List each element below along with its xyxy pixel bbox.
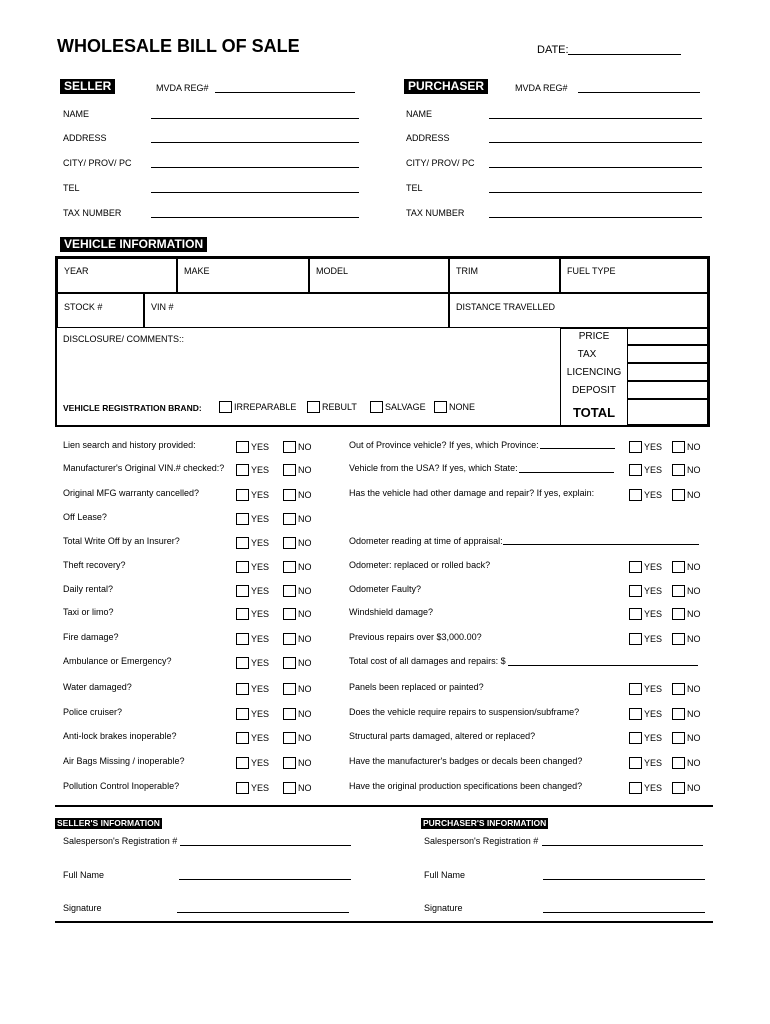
q-left-8-yes-label: YES (251, 634, 270, 644)
purchaser-salesperson-label: Salesperson's Registration # (424, 836, 539, 846)
state-field[interactable] (519, 472, 614, 473)
purchaser-mvda-label: MVDA REG# (515, 83, 568, 93)
q-left-12-yes[interactable] (236, 732, 269, 744)
checkbox[interactable] (629, 683, 642, 695)
q-left-4-no[interactable] (283, 537, 312, 549)
make-cell[interactable] (177, 258, 309, 293)
licencing-field[interactable] (627, 363, 708, 381)
question-right-8: Previous repairs over $3,000.00? (349, 632, 482, 642)
purchaser-tax-label: TAX NUMBER (406, 208, 465, 218)
purchaser-fullname-field[interactable] (543, 879, 705, 880)
seller-name-field[interactable] (151, 118, 359, 119)
q-right-2-yes-label: YES (644, 490, 663, 500)
q-left-11-yes-label: YES (251, 709, 270, 719)
q-right-7-yes[interactable] (629, 608, 662, 620)
question-right-12: Structural parts damaged, altered or replaced? (349, 731, 536, 741)
seller-heading: SELLER (60, 79, 115, 94)
q-left-10-yes-label: YES (251, 684, 270, 694)
checkbox[interactable] (283, 757, 296, 769)
q-left-12-no[interactable] (283, 732, 312, 744)
seller-city-field[interactable] (151, 167, 359, 168)
question-left-0: Lien search and history provided: (63, 440, 196, 450)
question-right-1: Vehicle from the USA? If yes, which State: (349, 463, 518, 473)
q-right-11-no[interactable] (672, 708, 701, 720)
q-right-0-no[interactable] (672, 441, 701, 453)
checkbox[interactable] (236, 657, 249, 669)
checkbox[interactable] (283, 732, 296, 744)
q-right-7-no-label: NO (687, 609, 701, 619)
q-left-6-no-label: NO (298, 586, 312, 596)
purchaser-name-field[interactable] (489, 118, 702, 119)
question-right-2: Has the vehicle had other damage and repair? If yes, explain: (349, 488, 595, 498)
q-right-12-no-label: NO (687, 733, 701, 743)
checkbox[interactable] (236, 757, 249, 769)
purchaser-name-label: NAME (406, 109, 433, 119)
q-left-0-no[interactable] (283, 441, 312, 453)
brand-irreparable-label: IRREPARABLE (234, 402, 297, 412)
deposit-field[interactable] (627, 381, 708, 399)
q-right-1-no-label: NO (687, 465, 701, 475)
q-right-2-no-label: NO (687, 490, 701, 500)
brand-label: VEHICLE REGISTRATION BRAND: (63, 403, 202, 413)
checkbox[interactable] (236, 513, 249, 525)
distance-cell[interactable] (449, 293, 708, 328)
checkbox[interactable] (236, 561, 249, 573)
q-right-8-no-label: NO (687, 634, 701, 644)
trim-label: TRIM (456, 266, 478, 276)
q-right-14-no[interactable] (672, 782, 701, 794)
q-left-5-yes[interactable] (236, 561, 269, 573)
q-right-7-no[interactable] (672, 608, 701, 620)
q-right-7-yes-label: YES (644, 609, 663, 619)
checkbox[interactable] (283, 489, 296, 501)
q-left-5-yes-label: YES (251, 562, 270, 572)
purchaser-tel-field[interactable] (489, 192, 702, 193)
q-right-6-no[interactable] (672, 585, 701, 597)
q-right-10-yes[interactable] (629, 683, 662, 695)
q-left-3-no[interactable] (283, 513, 312, 525)
question-left-6: Daily rental? (63, 584, 114, 594)
question-right-11: Does the vehicle require repairs to suspension/subframe? (349, 707, 580, 717)
q-left-9-yes-label: YES (251, 658, 270, 668)
distance-label: DISTANCE TRAVELLED (456, 302, 556, 312)
tax-field[interactable] (627, 345, 708, 363)
purchaser-signature-field[interactable] (543, 912, 705, 913)
section-divider (55, 805, 713, 807)
q-right-14-yes-label: YES (644, 783, 663, 793)
checkbox[interactable] (283, 608, 296, 620)
question-left-11: Police cruiser? (63, 707, 123, 717)
price-label: PRICE (578, 331, 610, 342)
licencing-label: LICENCING (566, 367, 622, 378)
q-right-10-no[interactable] (672, 683, 701, 695)
q-right-10-no-label: NO (687, 684, 701, 694)
q-left-2-no[interactable] (283, 489, 312, 501)
q-left-12-yes-label: YES (251, 733, 270, 743)
q-right-1-no[interactable] (672, 464, 701, 476)
checkbox[interactable] (283, 782, 296, 794)
checkbox[interactable] (672, 633, 685, 645)
checkbox[interactable] (629, 633, 642, 645)
q-right-12-yes[interactable] (629, 732, 662, 744)
checkbox[interactable] (283, 441, 296, 453)
make-label: MAKE (184, 266, 210, 276)
odometer-reading-field[interactable] (503, 544, 699, 545)
seller-address-field[interactable] (151, 142, 359, 143)
q-left-5-no[interactable] (283, 561, 312, 573)
q-right-0-yes[interactable] (629, 441, 662, 453)
checkbox[interactable] (236, 633, 249, 645)
q-right-6-yes[interactable] (629, 585, 662, 597)
q-left-0-yes[interactable] (236, 441, 269, 453)
year-cell[interactable] (57, 258, 177, 293)
page-title: WHOLESALE BILL OF SALE (57, 36, 300, 56)
price-box-top-border (560, 328, 627, 329)
question-left-8: Fire damage? (63, 632, 119, 642)
fuel-type-cell[interactable] (560, 258, 708, 293)
q-left-7-no[interactable] (283, 608, 312, 620)
q-left-11-yes[interactable] (236, 708, 269, 720)
q-right-5-yes[interactable] (629, 561, 662, 573)
seller-tax-label: TAX NUMBER (63, 208, 122, 218)
question-left-5: Theft recovery? (63, 560, 126, 570)
vin-label: VIN # (151, 302, 174, 312)
checkbox[interactable] (236, 683, 249, 695)
question-right-10: Panels been replaced or painted? (349, 682, 484, 692)
q-right-11-yes[interactable] (629, 708, 662, 720)
q-left-3-yes[interactable] (236, 513, 269, 525)
q-left-4-yes[interactable] (236, 537, 269, 549)
checkbox[interactable] (236, 585, 249, 597)
q-left-13-yes[interactable] (236, 757, 269, 769)
checkbox[interactable] (672, 489, 685, 501)
q-left-1-no-label: NO (298, 465, 312, 475)
q-left-3-yes-label: YES (251, 514, 270, 524)
question-left-12: Anti-lock brakes inoperable? (63, 731, 177, 741)
q-left-2-yes-label: YES (251, 490, 270, 500)
q-right-11-yes-label: YES (644, 709, 663, 719)
question-left-7: Taxi or limo? (63, 607, 114, 617)
checkbox[interactable] (283, 585, 296, 597)
checkbox[interactable] (236, 732, 249, 744)
purchaser-city-label: CITY/ PROV/ PC (406, 158, 475, 168)
q-right-1-yes[interactable] (629, 464, 662, 476)
q-right-2-no[interactable] (672, 489, 701, 501)
checkbox[interactable] (236, 782, 249, 794)
question-right-9: Total cost of all damages and repairs: $ (349, 656, 506, 666)
q-left-10-no-label: NO (298, 684, 312, 694)
question-left-4: Total Write Off by an Insurer? (63, 536, 180, 546)
stock-cell[interactable] (57, 293, 144, 328)
q-right-6-yes-label: YES (644, 586, 663, 596)
checkbox[interactable] (434, 401, 447, 413)
vin-cell[interactable] (144, 293, 449, 328)
checkbox[interactable] (283, 683, 296, 695)
seller-info-heading: SELLER'S INFORMATION (57, 818, 160, 828)
total-field[interactable] (627, 399, 708, 425)
checkbox[interactable] (629, 585, 642, 597)
q-left-13-no-label: NO (298, 758, 312, 768)
question-left-10: Water damaged? (63, 682, 132, 692)
q-left-6-no[interactable] (283, 585, 312, 597)
seller-mvda-label: MVDA REG# (156, 83, 209, 93)
checkbox[interactable] (629, 732, 642, 744)
q-left-2-no-label: NO (298, 490, 312, 500)
checkbox[interactable] (672, 683, 685, 695)
question-left-3: Off Lease? (63, 512, 107, 522)
q-left-5-no-label: NO (298, 562, 312, 572)
question-right-5: Odometer: replaced or rolled back? (349, 560, 491, 570)
date-label: DATE: (537, 44, 569, 56)
purchaser-signature-label: Signature (424, 903, 463, 913)
seller-fullname-label: Full Name (63, 870, 105, 880)
seller-salesperson-label: Salesperson's Registration # (63, 836, 178, 846)
checkbox[interactable] (629, 608, 642, 620)
q-right-13-no[interactable] (672, 757, 701, 769)
q-right-13-yes[interactable] (629, 757, 662, 769)
checkbox[interactable] (629, 489, 642, 501)
q-right-5-no[interactable] (672, 561, 701, 573)
purchaser-salesperson-field[interactable] (542, 845, 703, 846)
checkbox[interactable] (629, 441, 642, 453)
checkbox[interactable] (219, 401, 232, 413)
question-left-14: Pollution Control Inoperable? (63, 781, 180, 791)
disclosure-field[interactable] (60, 346, 555, 394)
seller-tel-field[interactable] (151, 192, 359, 193)
brand-salvage-label: SALVAGE (385, 402, 426, 412)
brand-none[interactable] (434, 401, 475, 413)
brand-rebult[interactable] (307, 401, 357, 413)
question-right-7: Windshield damage? (349, 607, 434, 617)
question-right-0: Out of Province vehicle? If yes, which Province: (349, 440, 539, 450)
checkbox[interactable] (307, 401, 320, 413)
brand-rebult-label: REBULT (322, 402, 357, 412)
checkbox[interactable] (236, 489, 249, 501)
question-right-14: Have the original production specifications been changed? (349, 781, 583, 791)
checkbox[interactable] (672, 464, 685, 476)
checkbox[interactable] (672, 782, 685, 794)
trim-cell[interactable] (449, 258, 560, 293)
total-label: TOTAL (572, 405, 616, 420)
checkbox[interactable] (672, 561, 685, 573)
q-right-6-no-label: NO (687, 586, 701, 596)
price-field[interactable] (627, 328, 708, 345)
seller-mvda-field[interactable] (215, 92, 355, 93)
disclosure-label: DISCLOSURE/ COMMENTS:: (63, 334, 185, 344)
seller-signature-field[interactable] (177, 912, 349, 913)
checkbox[interactable] (283, 561, 296, 573)
checkbox[interactable] (672, 732, 685, 744)
checkbox[interactable] (672, 708, 685, 720)
q-right-8-yes-label: YES (644, 634, 663, 644)
tax-label: TAX (577, 349, 597, 360)
q-right-13-no-label: NO (687, 758, 701, 768)
model-cell[interactable] (309, 258, 449, 293)
question-left-9: Ambulance or Emergency? (63, 656, 172, 666)
footer-divider (55, 921, 713, 923)
q-left-4-yes-label: YES (251, 538, 270, 548)
q-right-1-yes-label: YES (644, 465, 663, 475)
seller-fullname-field[interactable] (179, 879, 351, 880)
q-left-9-no[interactable] (283, 657, 312, 669)
checkbox[interactable] (672, 585, 685, 597)
checkbox[interactable] (672, 757, 685, 769)
q-left-7-yes[interactable] (236, 608, 269, 620)
question-left-13: Air Bags Missing / inoperable? (63, 756, 185, 766)
checkbox[interactable] (236, 608, 249, 620)
seller-tel-label: TEL (63, 183, 80, 193)
purchaser-info-heading: PURCHASER'S INFORMATION (423, 818, 547, 828)
checkbox[interactable] (236, 464, 249, 476)
q-left-8-no-label: NO (298, 634, 312, 644)
q-left-0-yes-label: YES (251, 442, 270, 452)
q-left-4-no-label: NO (298, 538, 312, 548)
q-left-13-yes-label: YES (251, 758, 270, 768)
checkbox[interactable] (236, 441, 249, 453)
question-right-13: Have the manufacturer's badges or decals been changed? (349, 756, 583, 766)
checkbox[interactable] (283, 708, 296, 720)
q-left-8-no[interactable] (283, 633, 312, 645)
q-right-0-no-label: NO (687, 442, 701, 452)
q-right-8-yes[interactable] (629, 633, 662, 645)
purchaser-tax-field[interactable] (489, 217, 702, 218)
q-left-2-yes[interactable] (236, 489, 269, 501)
checkbox[interactable] (629, 708, 642, 720)
seller-name-label: NAME (63, 109, 90, 119)
q-right-14-no-label: NO (687, 783, 701, 793)
q-right-12-no[interactable] (672, 732, 701, 744)
seller-tax-field[interactable] (151, 217, 359, 218)
checkbox[interactable] (283, 513, 296, 525)
purchaser-heading: PURCHASER (404, 79, 488, 94)
question-right-6: Odometer Faulty? (349, 584, 422, 594)
price-column-divider (560, 328, 561, 425)
checkbox[interactable] (283, 633, 296, 645)
q-left-13-no[interactable] (283, 757, 312, 769)
seller-signature-label: Signature (63, 903, 102, 913)
brand-salvage[interactable] (370, 401, 426, 413)
q-left-10-yes[interactable] (236, 683, 269, 695)
q-left-14-yes-label: YES (251, 783, 270, 793)
year-label: YEAR (64, 266, 89, 276)
q-left-8-yes[interactable] (236, 633, 269, 645)
q-left-12-no-label: NO (298, 733, 312, 743)
q-left-1-yes-label: YES (251, 465, 270, 475)
checkbox[interactable] (283, 537, 296, 549)
q-left-14-no-label: NO (298, 783, 312, 793)
q-left-10-no[interactable] (283, 683, 312, 695)
model-label: MODEL (316, 266, 349, 276)
seller-salesperson-field[interactable] (180, 845, 351, 846)
question-left-2: Original MFG warranty cancelled? (63, 488, 200, 498)
q-right-10-yes-label: YES (644, 684, 663, 694)
seller-address-label: ADDRESS (63, 133, 107, 143)
brand-none-label: NONE (449, 402, 476, 412)
q-left-6-yes[interactable] (236, 585, 269, 597)
checkbox[interactable] (236, 537, 249, 549)
q-left-7-no-label: NO (298, 609, 312, 619)
checkbox[interactable] (629, 561, 642, 573)
vehicle-heading: VEHICLE INFORMATION (60, 237, 207, 252)
checkbox[interactable] (629, 464, 642, 476)
q-left-9-no-label: NO (298, 658, 312, 668)
checkbox[interactable] (672, 441, 685, 453)
total-cost-field[interactable] (508, 665, 698, 666)
checkbox[interactable] (629, 757, 642, 769)
question-left-1: Manufacturer's Original VIN.# checked:? (63, 463, 225, 473)
q-right-14-yes[interactable] (629, 782, 662, 794)
checkbox[interactable] (236, 708, 249, 720)
purchaser-address-field[interactable] (489, 142, 702, 143)
purchaser-city-field[interactable] (489, 167, 702, 168)
q-left-9-yes[interactable] (236, 657, 269, 669)
brand-irreparable[interactable] (219, 401, 296, 413)
q-left-6-yes-label: YES (251, 586, 270, 596)
checkbox[interactable] (283, 464, 296, 476)
deposit-label: DEPOSIT (572, 385, 616, 396)
q-left-14-yes[interactable] (236, 782, 269, 794)
q-right-12-yes-label: YES (644, 733, 663, 743)
q-right-2-yes[interactable] (629, 489, 662, 501)
checkbox[interactable] (629, 782, 642, 794)
province-field[interactable] (540, 448, 615, 449)
q-left-11-no-label: NO (298, 709, 312, 719)
purchaser-address-label: ADDRESS (406, 133, 450, 143)
checkbox[interactable] (370, 401, 383, 413)
q-left-7-yes-label: YES (251, 609, 270, 619)
q-right-5-yes-label: YES (644, 562, 663, 572)
date-field[interactable] (568, 54, 681, 55)
q-right-8-no[interactable] (672, 633, 701, 645)
q-left-3-no-label: NO (298, 514, 312, 524)
q-left-0-no-label: NO (298, 442, 312, 452)
q-right-5-no-label: NO (687, 562, 701, 572)
seller-city-label: CITY/ PROV/ PC (63, 158, 132, 168)
question-right-4: Odometer reading at time of appraisal: (349, 536, 503, 546)
q-right-0-yes-label: YES (644, 442, 663, 452)
stock-label: STOCK # (64, 302, 103, 312)
q-left-1-yes[interactable] (236, 464, 269, 476)
fuel-type-label: FUEL TYPE (567, 266, 616, 276)
q-left-11-no[interactable] (283, 708, 312, 720)
checkbox[interactable] (283, 657, 296, 669)
purchaser-mvda-field[interactable] (578, 92, 700, 93)
purchaser-fullname-label: Full Name (424, 870, 466, 880)
q-right-11-no-label: NO (687, 709, 701, 719)
q-left-1-no[interactable] (283, 464, 312, 476)
purchaser-tel-label: TEL (406, 183, 423, 193)
q-right-13-yes-label: YES (644, 758, 663, 768)
q-left-14-no[interactable] (283, 782, 312, 794)
checkbox[interactable] (672, 608, 685, 620)
